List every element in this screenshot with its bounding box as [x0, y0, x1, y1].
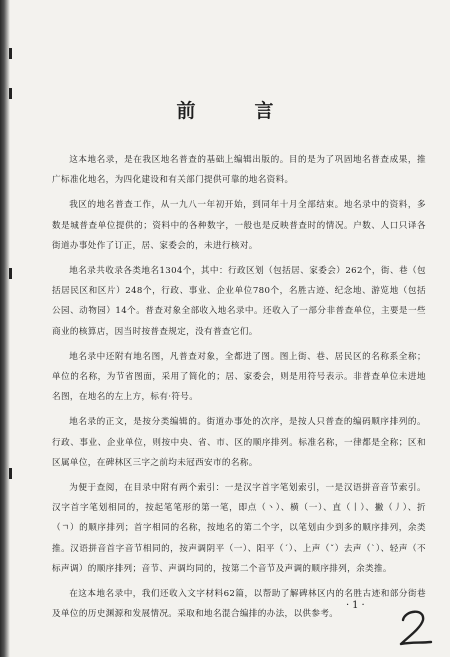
handwritten-page-mark — [395, 606, 435, 650]
paragraph: 地名录共收录各类地名1304个，其中：行政区划（包括居、家委会）262个，街、巷（包括居民区和区片）248个，行政、事业、企业单位780个，名胜古迹、纪念地、游览地（包括公园、动物园）14个。普查对象全部收入地名录中。还收入了一部分非普查单位，主要是一些商业的核算店，因当时按普查规定，没有普查它们。 — [52, 266, 426, 337]
paragraph: 在这本地名录中，我们还收入文字材料62篇，以帮助了解碑林区内的名胜古迹和部分街巷及单位的历史渊源和发展情况。采取和地名混合编排的办法，以供参考。 — [52, 589, 426, 620]
paragraph: 地名录中还附有地名图，凡普查对象，全都进了图。图上街、巷、居民区的名称系全称；单位的名称，为节省图面，采用了简化的；居、家委会，则是用符号表示。非普查单位未进地名图，在地名的左上方，标有·符号。 — [52, 351, 426, 403]
page-title: 前 言 — [176, 100, 294, 122]
preface-body — [52, 150, 426, 629]
binding-mark — [9, 468, 12, 479]
paragraph: 我区的地名普查工作，从一九八一年初开始，到同年十月全部结束。地名录中的资料，多数是城普查单位提供的；资料中的各种数字，一般也是反映普查时的情况。户数、人口只译各街道办事处作了订正，居、家委会的，未进行核对。 — [52, 200, 426, 251]
paragraph: 为便于查阅，在目录中附有两个索引：一是汉字首字笔划索引，一是汉语拼音音节索引。汉字首字笔划相同的，按起笔笔形的第一笔，即点（丶）、横（一）、直（丨）、撇（丿）、折（ㄱ）的顺序排列；首字相同的名称，按地名的第二个字，以笔划由少到多的顺序排列，余类推。汉语拼音首字音节相同的，按声调阴平（一）、阳平（ˊ）、上声（ˇ）去声（ˋ）、轻声（不标声调）的顺序排列；音节、声调均同的，按第二个音节及声调的顺序排列，余类推。 — [52, 483, 426, 574]
binding-mark — [9, 268, 12, 279]
page-number: ·1· — [346, 600, 368, 611]
paragraph: 这本地名录，是在我区地名普查的基础上编辑出版的。目的是为了巩固地名普查成果，推广标准化地名，为四化建设和有关部门提供可靠的地名资料。 — [52, 155, 426, 186]
binding-mark — [9, 48, 12, 59]
paragraph: 地名录的正文，是按分类编辑的。街道办事处的次序，是按人只普查的编码顺序排列的。行政、事业、企业单位，则按中央、省、市、区的顺序排列。标准名称，一律都是全称；区和区属单位，在碑林区三字之前均未冠西安市的名称。 — [52, 417, 426, 468]
